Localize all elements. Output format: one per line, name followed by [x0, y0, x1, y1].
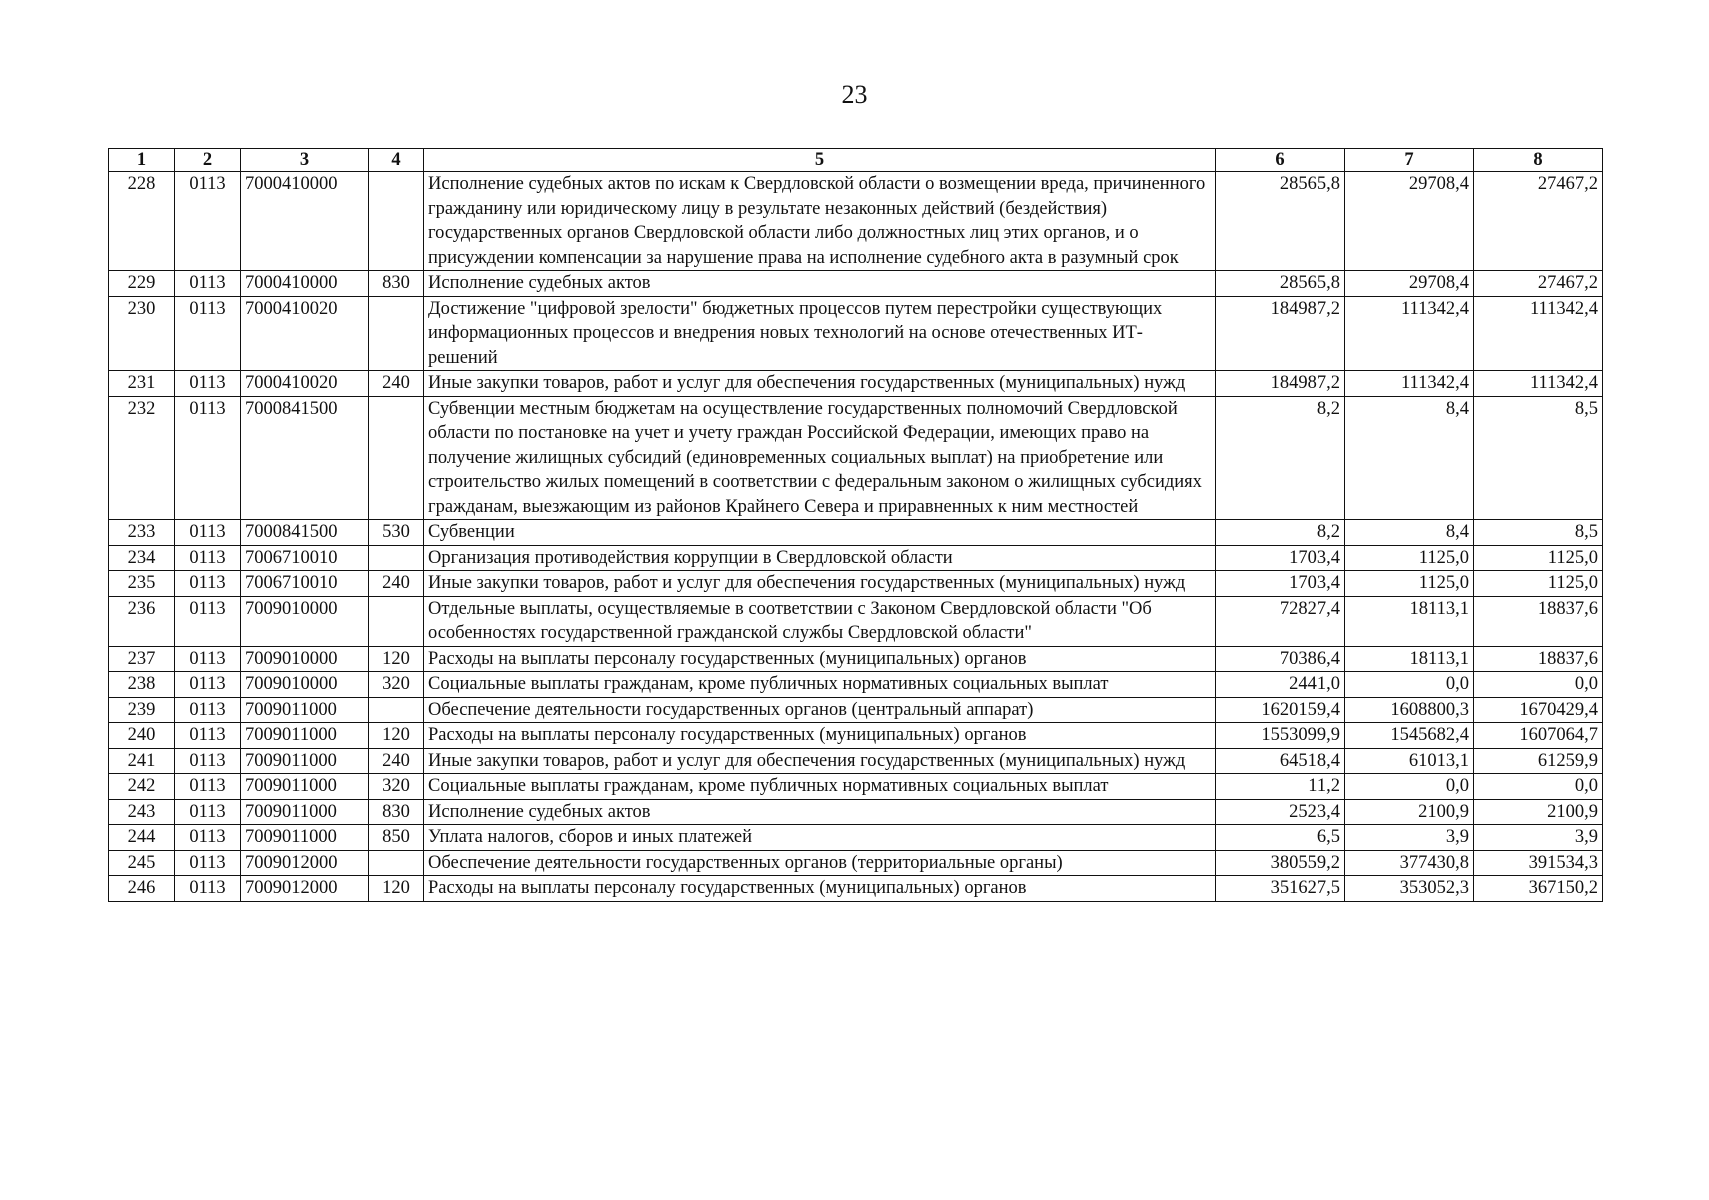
table-row — [109, 520, 1603, 546]
table-row — [109, 723, 1603, 749]
column-header: 5 — [424, 149, 1216, 172]
table-body — [109, 172, 1603, 902]
amount-year1-cell: 28565,8 — [1216, 172, 1345, 271]
amount-year2-cell: 3,9 — [1345, 825, 1474, 851]
target-article-cell: 7009011000 — [241, 799, 369, 825]
target-article-cell: 7009011000 — [241, 723, 369, 749]
amount-year2-cell: 111342,4 — [1345, 371, 1474, 397]
item-name-cell: Расходы на выплаты персоналу государственных (муниципальных) органов — [424, 876, 1216, 902]
amount-year3-cell: 367150,2 — [1474, 876, 1603, 902]
amount-year2-cell: 353052,3 — [1345, 876, 1474, 902]
amount-year3-cell: 1125,0 — [1474, 571, 1603, 597]
expense-type-cell — [369, 697, 424, 723]
target-article-cell: 7009010000 — [241, 596, 369, 646]
section-code-cell: 0113 — [175, 825, 241, 851]
amount-year2-cell: 1125,0 — [1345, 545, 1474, 571]
amount-year2-cell: 1125,0 — [1345, 571, 1474, 597]
table-row — [109, 672, 1603, 698]
amount-year1-cell: 380559,2 — [1216, 850, 1345, 876]
amount-year1-cell: 1703,4 — [1216, 545, 1345, 571]
item-name-cell: Достижение "цифровой зрелости" бюджетных процессов путем перестройки существующих информационных процессов и внедрения новых технологий на основе отечественных ИТ-решений — [424, 296, 1216, 371]
table-row — [109, 748, 1603, 774]
amount-year2-cell: 0,0 — [1345, 672, 1474, 698]
table-header-row — [109, 149, 1603, 172]
amount-year2-cell: 0,0 — [1345, 774, 1474, 800]
target-article-cell: 7009012000 — [241, 876, 369, 902]
target-article-cell: 7000841500 — [241, 520, 369, 546]
amount-year3-cell: 3,9 — [1474, 825, 1603, 851]
amount-year3-cell: 1125,0 — [1474, 545, 1603, 571]
amount-year1-cell: 184987,2 — [1216, 296, 1345, 371]
table-row — [109, 825, 1603, 851]
amount-year1-cell: 8,2 — [1216, 520, 1345, 546]
amount-year3-cell: 391534,3 — [1474, 850, 1603, 876]
row-number-cell: 230 — [109, 296, 175, 371]
row-number-cell: 245 — [109, 850, 175, 876]
amount-year1-cell: 28565,8 — [1216, 271, 1345, 297]
section-code-cell: 0113 — [175, 646, 241, 672]
expense-type-cell — [369, 296, 424, 371]
expense-type-cell — [369, 850, 424, 876]
amount-year1-cell: 2441,0 — [1216, 672, 1345, 698]
item-name-cell: Социальные выплаты гражданам, кроме публичных нормативных социальных выплат — [424, 774, 1216, 800]
target-article-cell: 7009011000 — [241, 748, 369, 774]
target-article-cell: 7000410000 — [241, 172, 369, 271]
column-header: 3 — [241, 149, 369, 172]
target-article-cell: 7000410020 — [241, 296, 369, 371]
expense-type-cell: 120 — [369, 646, 424, 672]
table-row — [109, 545, 1603, 571]
row-number-cell: 243 — [109, 799, 175, 825]
amount-year1-cell: 2523,4 — [1216, 799, 1345, 825]
amount-year2-cell: 8,4 — [1345, 520, 1474, 546]
target-article-cell: 7009011000 — [241, 774, 369, 800]
amount-year2-cell: 29708,4 — [1345, 172, 1474, 271]
amount-year1-cell: 6,5 — [1216, 825, 1345, 851]
item-name-cell: Иные закупки товаров, работ и услуг для обеспечения государственных (муниципальных) нужд — [424, 748, 1216, 774]
table-row — [109, 296, 1603, 371]
table-row — [109, 646, 1603, 672]
expense-type-cell: 240 — [369, 371, 424, 397]
amount-year3-cell: 111342,4 — [1474, 296, 1603, 371]
row-number-cell: 240 — [109, 723, 175, 749]
item-name-cell: Субвенции — [424, 520, 1216, 546]
amount-year1-cell: 64518,4 — [1216, 748, 1345, 774]
amount-year2-cell: 8,4 — [1345, 396, 1474, 520]
section-code-cell: 0113 — [175, 296, 241, 371]
page-number: 23 — [841, 80, 868, 109]
target-article-cell: 7006710010 — [241, 545, 369, 571]
section-code-cell: 0113 — [175, 799, 241, 825]
target-article-cell: 7009010000 — [241, 672, 369, 698]
section-code-cell: 0113 — [175, 520, 241, 546]
item-name-cell: Отдельные выплаты, осуществляемые в соответствии с Законом Свердловской области "Об особенностях государственной гражданской службы Свердловской области" — [424, 596, 1216, 646]
amount-year1-cell: 8,2 — [1216, 396, 1345, 520]
row-number-cell: 237 — [109, 646, 175, 672]
section-code-cell: 0113 — [175, 371, 241, 397]
expense-type-cell: 240 — [369, 748, 424, 774]
table-row — [109, 271, 1603, 297]
column-header: 8 — [1474, 149, 1603, 172]
section-code-cell: 0113 — [175, 596, 241, 646]
amount-year3-cell: 27467,2 — [1474, 271, 1603, 297]
amount-year2-cell: 18113,1 — [1345, 596, 1474, 646]
row-number-cell: 228 — [109, 172, 175, 271]
amount-year3-cell: 1607064,7 — [1474, 723, 1603, 749]
table-row — [109, 774, 1603, 800]
table-row — [109, 371, 1603, 397]
amount-year3-cell: 18837,6 — [1474, 596, 1603, 646]
item-name-cell: Исполнение судебных актов — [424, 271, 1216, 297]
table-row — [109, 396, 1603, 520]
table-row — [109, 172, 1603, 271]
expense-type-cell: 240 — [369, 571, 424, 597]
amount-year1-cell: 184987,2 — [1216, 371, 1345, 397]
section-code-cell: 0113 — [175, 850, 241, 876]
item-name-cell: Социальные выплаты гражданам, кроме публичных нормативных социальных выплат — [424, 672, 1216, 698]
amount-year1-cell: 72827,4 — [1216, 596, 1345, 646]
section-code-cell: 0113 — [175, 545, 241, 571]
expense-type-cell — [369, 596, 424, 646]
column-header: 2 — [175, 149, 241, 172]
table-row — [109, 571, 1603, 597]
section-code-cell: 0113 — [175, 396, 241, 520]
target-article-cell: 7009011000 — [241, 697, 369, 723]
expense-type-cell — [369, 545, 424, 571]
expense-type-cell: 830 — [369, 271, 424, 297]
expense-type-cell — [369, 396, 424, 520]
target-article-cell: 7000410020 — [241, 371, 369, 397]
item-name-cell: Расходы на выплаты персоналу государственных (муниципальных) органов — [424, 723, 1216, 749]
row-number-cell: 239 — [109, 697, 175, 723]
budget-table — [108, 148, 1603, 902]
table-row — [109, 799, 1603, 825]
row-number-cell: 238 — [109, 672, 175, 698]
expense-type-cell — [369, 172, 424, 271]
section-code-cell: 0113 — [175, 876, 241, 902]
item-name-cell: Обеспечение деятельности государственных органов (территориальные органы) — [424, 850, 1216, 876]
amount-year3-cell: 8,5 — [1474, 396, 1603, 520]
item-name-cell: Исполнение судебных актов по искам к Свердловской области о возмещении вреда, причиненного гражданину или юридическому лицу в результате незаконных действий (бездействия) государственных органов Свердловской области либо должностных лиц этих органов, и о присуждении компенсации за нарушение права на исполнение судебного акта в разумный срок — [424, 172, 1216, 271]
amount-year2-cell: 61013,1 — [1345, 748, 1474, 774]
amount-year1-cell: 1703,4 — [1216, 571, 1345, 597]
row-number-cell: 234 — [109, 545, 175, 571]
amount-year2-cell: 1608800,3 — [1345, 697, 1474, 723]
row-number-cell: 229 — [109, 271, 175, 297]
amount-year2-cell: 377430,8 — [1345, 850, 1474, 876]
row-number-cell: 241 — [109, 748, 175, 774]
amount-year2-cell: 2100,9 — [1345, 799, 1474, 825]
amount-year3-cell: 0,0 — [1474, 774, 1603, 800]
section-code-cell: 0113 — [175, 748, 241, 774]
column-header: 4 — [369, 149, 424, 172]
column-header: 1 — [109, 149, 175, 172]
section-code-cell: 0113 — [175, 172, 241, 271]
section-code-cell: 0113 — [175, 271, 241, 297]
item-name-cell: Обеспечение деятельности государственных органов (центральный аппарат) — [424, 697, 1216, 723]
target-article-cell: 7009011000 — [241, 825, 369, 851]
amount-year2-cell: 1545682,4 — [1345, 723, 1474, 749]
target-article-cell: 7000410000 — [241, 271, 369, 297]
amount-year2-cell: 111342,4 — [1345, 296, 1474, 371]
target-article-cell: 7000841500 — [241, 396, 369, 520]
amount-year3-cell: 111342,4 — [1474, 371, 1603, 397]
item-name-cell: Иные закупки товаров, работ и услуг для обеспечения государственных (муниципальных) нужд — [424, 371, 1216, 397]
expense-type-cell: 830 — [369, 799, 424, 825]
section-code-cell: 0113 — [175, 571, 241, 597]
amount-year3-cell: 61259,9 — [1474, 748, 1603, 774]
row-number-cell: 231 — [109, 371, 175, 397]
row-number-cell: 246 — [109, 876, 175, 902]
section-code-cell: 0113 — [175, 723, 241, 749]
column-header: 7 — [1345, 149, 1474, 172]
amount-year1-cell: 351627,5 — [1216, 876, 1345, 902]
amount-year3-cell: 2100,9 — [1474, 799, 1603, 825]
amount-year1-cell: 11,2 — [1216, 774, 1345, 800]
row-number-cell: 236 — [109, 596, 175, 646]
target-article-cell: 7009012000 — [241, 850, 369, 876]
row-number-cell: 244 — [109, 825, 175, 851]
table-row — [109, 596, 1603, 646]
target-article-cell: 7006710010 — [241, 571, 369, 597]
row-number-cell: 242 — [109, 774, 175, 800]
item-name-cell: Исполнение судебных актов — [424, 799, 1216, 825]
item-name-cell: Уплата налогов, сборов и иных платежей — [424, 825, 1216, 851]
expense-type-cell: 120 — [369, 876, 424, 902]
item-name-cell: Организация противодействия коррупции в Свердловской области — [424, 545, 1216, 571]
table-row — [109, 850, 1603, 876]
row-number-cell: 232 — [109, 396, 175, 520]
section-code-cell: 0113 — [175, 697, 241, 723]
section-code-cell: 0113 — [175, 672, 241, 698]
table-row — [109, 697, 1603, 723]
amount-year3-cell: 8,5 — [1474, 520, 1603, 546]
amount-year2-cell: 18113,1 — [1345, 646, 1474, 672]
expense-type-cell: 320 — [369, 672, 424, 698]
row-number-cell: 235 — [109, 571, 175, 597]
amount-year3-cell: 1670429,4 — [1474, 697, 1603, 723]
amount-year2-cell: 29708,4 — [1345, 271, 1474, 297]
column-header: 6 — [1216, 149, 1345, 172]
amount-year3-cell: 0,0 — [1474, 672, 1603, 698]
item-name-cell: Расходы на выплаты персоналу государственных (муниципальных) органов — [424, 646, 1216, 672]
expense-type-cell: 120 — [369, 723, 424, 749]
amount-year1-cell: 1620159,4 — [1216, 697, 1345, 723]
section-code-cell: 0113 — [175, 774, 241, 800]
amount-year1-cell: 70386,4 — [1216, 646, 1345, 672]
expense-type-cell: 530 — [369, 520, 424, 546]
item-name-cell: Субвенции местным бюджетам на осуществление государственных полномочий Свердловской области по постановке на учет и учету граждан Российской Федерации, имеющих право на получение жилищных субсидий (единовременных социальных выплат) на приобретение или строительство жилых помещений в соответствии с федеральным законом о жилищных субсидиях гражданам, выезжающим из районов Крайнего Севера и приравненных к ним местностей — [424, 396, 1216, 520]
expense-type-cell: 850 — [369, 825, 424, 851]
row-number-cell: 233 — [109, 520, 175, 546]
amount-year3-cell: 27467,2 — [1474, 172, 1603, 271]
item-name-cell: Иные закупки товаров, работ и услуг для обеспечения государственных (муниципальных) нужд — [424, 571, 1216, 597]
expense-type-cell: 320 — [369, 774, 424, 800]
amount-year1-cell: 1553099,9 — [1216, 723, 1345, 749]
target-article-cell: 7009010000 — [241, 646, 369, 672]
amount-year3-cell: 18837,6 — [1474, 646, 1603, 672]
table-row — [109, 876, 1603, 902]
